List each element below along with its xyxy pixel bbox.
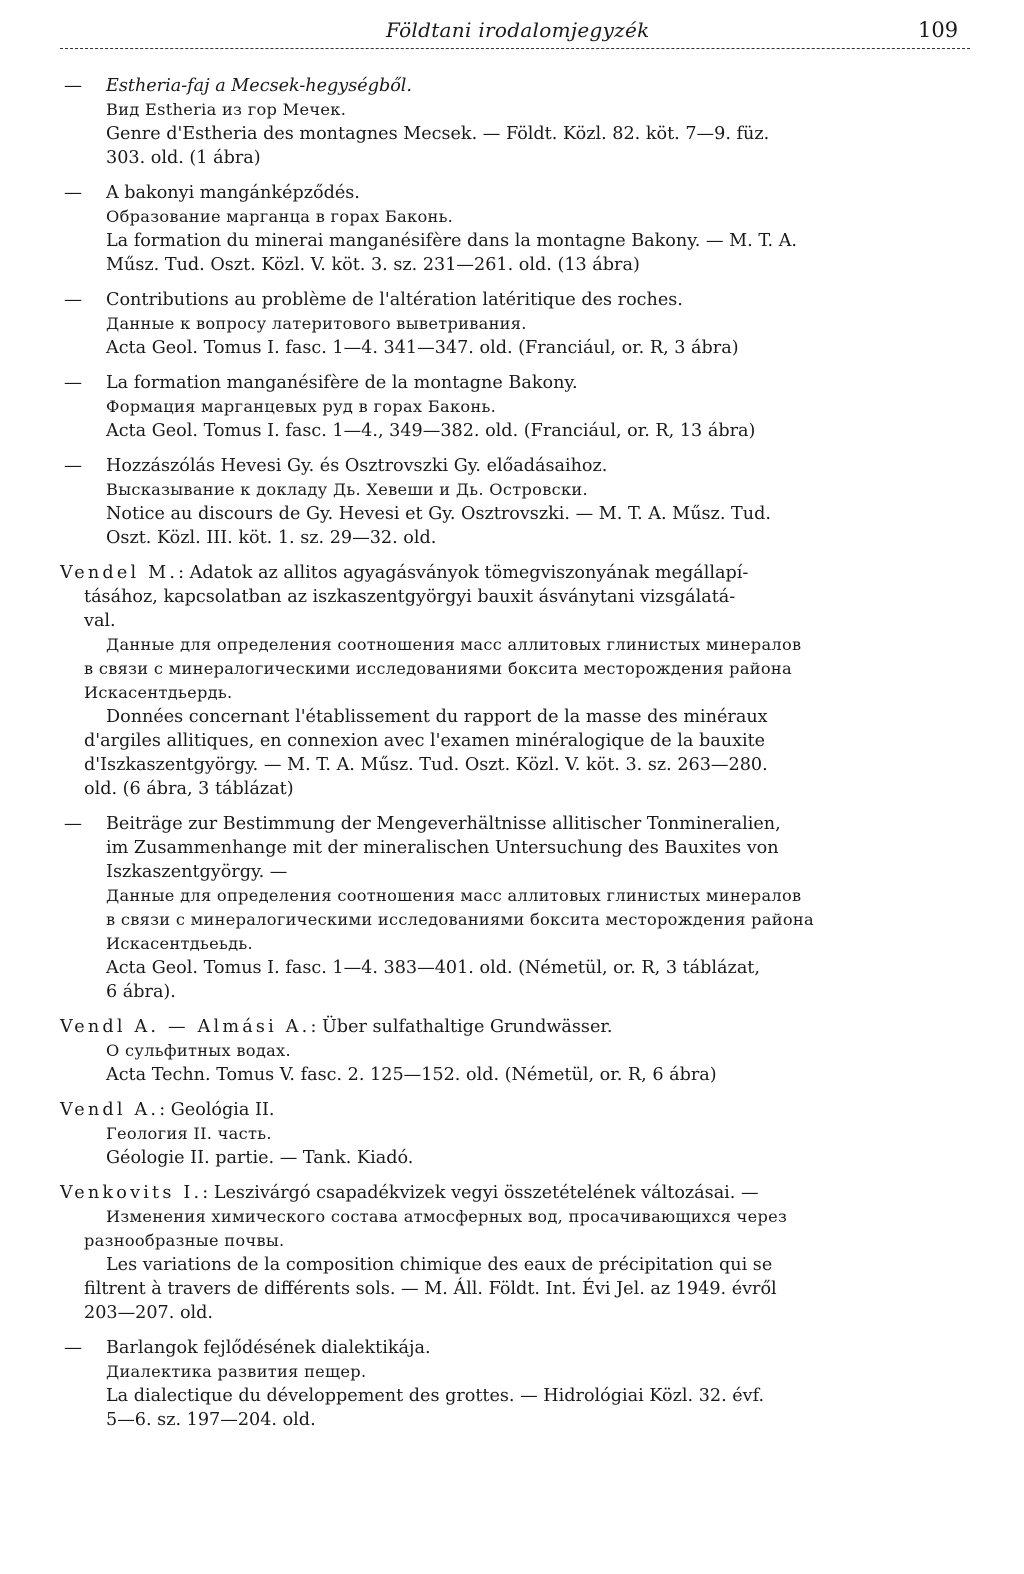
entry-line: Искасентдьеьдь. (106, 934, 253, 953)
entry-dash: — (64, 372, 82, 393)
entry-line: 203—207. old. (84, 1303, 214, 1323)
entry-line: filtrent à travers de différents sols. — M. Áll. Földt. Int. Évi Jel. az 1949. évről (84, 1279, 777, 1299)
entry-line: La dialectique du développement des grottes. — Hidrológiai Közl. 32. évf. (106, 1386, 765, 1406)
entry-line: Геология II. часть. (106, 1124, 272, 1143)
entry-line: Notice au discours de Gy. Hevesi et Gy. Osztrovszki. — M. T. A. Műsz. Tud. (106, 504, 771, 524)
entry-title: : Leszivárgó csapadékvizek vegyi összetételének változásai. — (202, 1183, 759, 1203)
bibliography-entry (0, 371, 1024, 443)
entry-line: Формация марганцевых руд в горах Баконь. (106, 397, 497, 416)
entry-line: val. (84, 611, 116, 631)
entry-line: Acta Geol. Tomus I. fasc. 1—4. 341—347. old. (Franciául, or. R, 3 ábra) (106, 338, 739, 358)
entry-dash: — (64, 75, 82, 96)
entry-line (0, 1181, 1024, 1205)
bibliography-entry (0, 812, 1024, 1004)
entry-title: La formation manganésifère de la montagne Bakony. (106, 373, 578, 393)
entry-title: : Adatok az allitos agyagásványok tömegviszonyának megállapí- (178, 563, 749, 583)
entry-line: d'argiles allitiques, en connexion avec l'examen minéralogique de la bauxite (84, 731, 766, 751)
entry-title: : Geológia II. (159, 1100, 275, 1120)
bibliography-body (0, 74, 1024, 1443)
entry-title: Contributions au problème de l'altération latéritique des roches. (106, 290, 683, 310)
entry-line: d'Iszkaszentgyörgy. — M. T. A. Műsz. Tud. Oszt. Közl. V. köt. 3. sz. 263—280. (84, 755, 768, 775)
entry-dash: — (64, 455, 82, 476)
entry-line (0, 561, 1024, 585)
entry-line: в связи с минералогическими исследованиями боксита месторождения района (84, 659, 792, 678)
entry-line: Acta Geol. Tomus I. fasc. 1—4., 349—382. old. (Franciául, or. R, 13 ábra) (106, 421, 756, 441)
entry-title (0, 74, 1024, 98)
bibliography-entry (0, 181, 1024, 277)
entry-line: в связи с минералогическими исследованиями боксита месторождения района (106, 910, 814, 929)
entry-line: Высказывание к докладу Дь. Хевеши и Дь. Островски. (106, 480, 588, 499)
entry-line: Oszt. Közl. III. köt. 1. sz. 29—32. old. (106, 528, 437, 548)
bibliography-entry (0, 1098, 1024, 1170)
author-name: Venkovits I. (60, 1183, 203, 1203)
bibliography-entry (0, 1181, 1024, 1325)
entry-line: Данные к вопросу латеритового выветривания. (106, 314, 527, 333)
entry-line: Géologie II. partie. — Tank. Kiadó. (106, 1148, 414, 1168)
entry-line: old. (6 ábra, 3 táblázat) (84, 779, 294, 799)
bibliography-entry (0, 74, 1024, 170)
entry-line: tásához, kapcsolatban az iszkaszentgyörgyi bauxit ásványtani vizsgálatá- (84, 587, 736, 607)
running-title: Földtani irodalomjegyzék (386, 18, 650, 42)
entry-dash: — (64, 182, 82, 203)
entry-line: im Zusammenhange mit der mineralischen Untersuchung des Bauxites von (106, 838, 779, 858)
entry-dash: — (64, 289, 82, 310)
entry-title: Barlangok fejlődésének dialektikája. (106, 1338, 431, 1358)
author-name: Vendel M. (60, 563, 179, 583)
bibliography-entry (0, 288, 1024, 360)
entry-line (0, 1098, 1024, 1122)
entry-line: Acta Techn. Tomus V. fasc. 2. 125—152. old. (Németül, or. R, 6 ábra) (106, 1065, 717, 1085)
entry-line: 303. old. (1 ábra) (106, 148, 261, 168)
entry-line: Műsz. Tud. Oszt. Közl. V. köt. 3. sz. 231—261. old. (13 ábra) (106, 255, 640, 275)
page-header (0, 18, 1024, 48)
author-name: Vendl A. (60, 1100, 160, 1120)
bibliography-entry (0, 454, 1024, 550)
header-rule (60, 48, 970, 49)
entry-line: Les variations de la composition chimique des eaux de précipitation qui se (106, 1255, 773, 1275)
entry-line: Données concernant l'établissement du rapport de la masse des minéraux (106, 707, 768, 727)
entry-line: Диалектика развития пещер. (106, 1362, 367, 1381)
entry-line: Genre d'Estheria des montagnes Mecsek. — Földt. Közl. 82. köt. 7—9. füz. (106, 124, 770, 144)
entry-dash: — (64, 1337, 82, 1358)
entry-line: Acta Geol. Tomus I. fasc. 1—4. 383—401. old. (Németül, or. R, 3 táblázat, (106, 958, 760, 978)
author-name: Vendl A. — Almási A. (60, 1017, 311, 1037)
entry-line (0, 1015, 1024, 1039)
entry-line: Изменения химического состава атмосферных вод, просачивающихся через (106, 1207, 788, 1226)
entry-line: Данные для определения соотношения масс аллитовых глинистых минералов (106, 886, 802, 905)
bibliography-entry (0, 1015, 1024, 1087)
bibliography-entry (0, 561, 1024, 801)
entry-line: О сульфитных водах. (106, 1041, 291, 1060)
page-number: 109 (918, 18, 959, 42)
bibliography-entry (0, 1336, 1024, 1432)
entry-dash: — (64, 813, 82, 834)
entry-title: A bakonyi mangánképződés. (106, 183, 360, 203)
entry-title-text: Estheria-faj a Mecsek-hegységből. (106, 76, 413, 96)
entry-line: Данные для определения соотношения масс аллитовых глинистых минералов (106, 635, 802, 654)
entry-title: Hozzászólás Hevesi Gy. és Osztrovszki Gy. előadásaihoz. (106, 456, 608, 476)
entry-line: La formation du minerai manganésifère dans la montagne Bakony. — M. T. A. (106, 231, 797, 251)
entry-line: 6 ábra). (106, 982, 176, 1002)
entry-line: Образование марганца в горах Баконь. (106, 207, 454, 226)
entry-line: Вид Estheria из гор Мечек. (106, 100, 347, 119)
entry-line: Iszkaszentgyörgy. — (106, 862, 288, 882)
entry-line: Искасентдьердь. (84, 683, 233, 702)
entry-line: разнообразные почвы. (84, 1231, 285, 1250)
entry-title: Beiträge zur Bestimmung der Mengeverhältnisse allitischer Tonmineralien, (106, 814, 781, 834)
entry-line: 5—6. sz. 197—204. old. (106, 1410, 316, 1430)
entry-title: : Über sulfathaltige Grundwässer. (310, 1017, 613, 1037)
